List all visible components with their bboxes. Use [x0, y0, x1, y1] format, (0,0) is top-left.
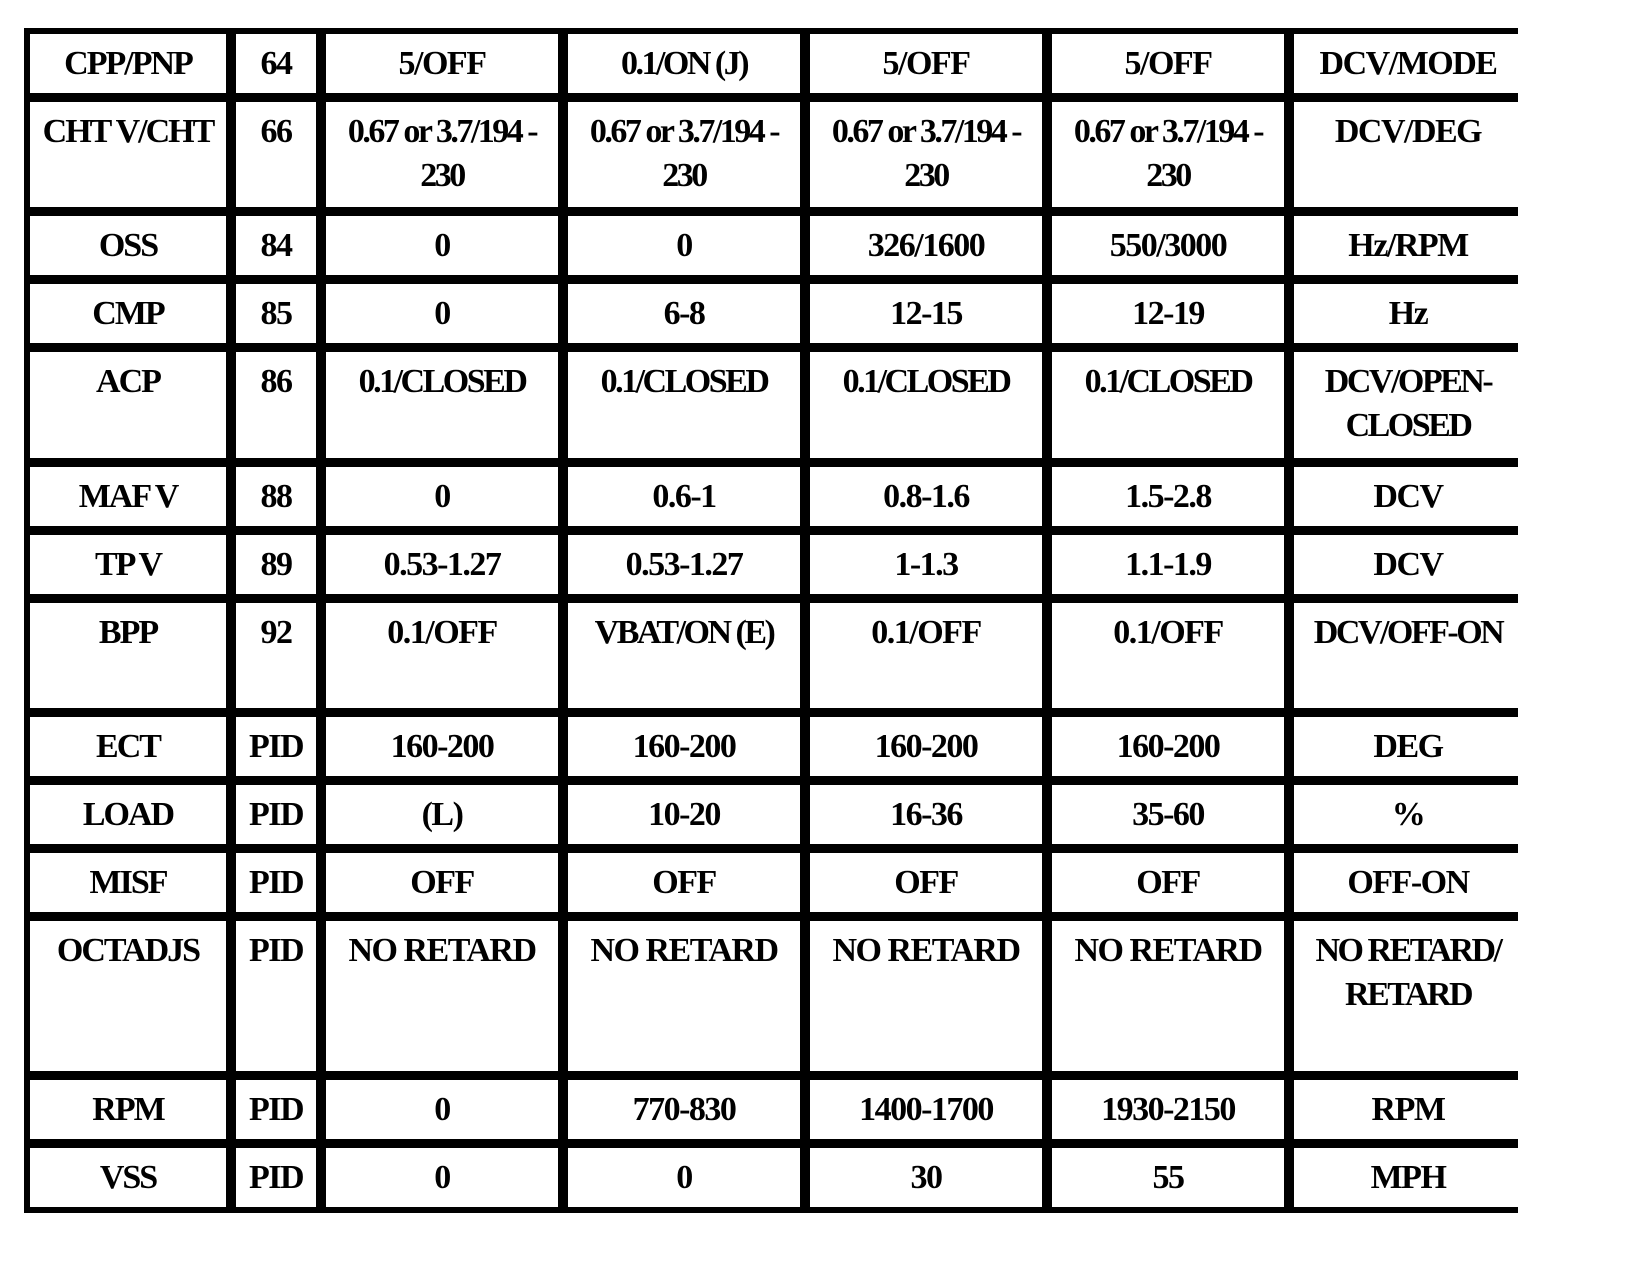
cell-speed-55-value: 35-60	[1052, 785, 1284, 844]
table-row	[30, 1080, 1522, 1139]
cell-key-on-value: 0.67 or 3.7/194 - 230	[326, 102, 558, 208]
cell-pid-number: 92	[236, 603, 316, 709]
cell-sensor-name: LOAD	[30, 785, 226, 844]
cell-pid-number: 88	[236, 467, 316, 526]
cell-units: OFF-ON	[1294, 853, 1522, 912]
cell-units: MPH	[1294, 1148, 1522, 1207]
cell-idle-value: 160-200	[568, 717, 800, 776]
cell-speed-30-value: 1400-1700	[810, 1080, 1042, 1139]
cell-speed-55-value: 550/3000	[1052, 216, 1284, 275]
cell-pid-number: PID	[236, 785, 316, 844]
cell-key-on-value: OFF	[326, 853, 558, 912]
cell-units: DCV/OFF-ON	[1294, 603, 1522, 709]
cell-idle-value: 0.1/CLOSED	[568, 352, 800, 458]
cell-units: RPM	[1294, 1080, 1522, 1139]
cell-idle-value: OFF	[568, 853, 800, 912]
cell-speed-30-value: 0.8-1.6	[810, 467, 1042, 526]
cell-speed-55-value: 1930-2150	[1052, 1080, 1284, 1139]
cell-speed-55-value: 1.5-2.8	[1052, 467, 1284, 526]
cell-speed-55-value: 12-19	[1052, 284, 1284, 343]
table-row	[30, 467, 1522, 526]
cell-idle-value: 0.67 or 3.7/194 - 230	[568, 102, 800, 208]
cell-key-on-value: (L)	[326, 785, 558, 844]
cell-speed-30-value: OFF	[810, 853, 1042, 912]
cell-units: %	[1294, 785, 1522, 844]
cell-key-on-value: 0	[326, 284, 558, 343]
cell-sensor-name: CMP	[30, 284, 226, 343]
cell-idle-value: NO RETARD	[568, 921, 800, 1071]
cell-sensor-name: TP V	[30, 535, 226, 594]
cell-speed-55-value: 5/OFF	[1052, 34, 1284, 93]
table-body	[30, 34, 1522, 1207]
cell-idle-value: 10-20	[568, 785, 800, 844]
cell-pid-number: 84	[236, 216, 316, 275]
cell-sensor-name: MISF	[30, 853, 226, 912]
cell-key-on-value: 0.53-1.27	[326, 535, 558, 594]
cell-pid-number: PID	[236, 1148, 316, 1207]
table-row	[30, 853, 1522, 912]
cell-speed-55-value: 160-200	[1052, 717, 1284, 776]
cell-speed-30-value: 0.1/CLOSED	[810, 352, 1042, 458]
cell-sensor-name: ACP	[30, 352, 226, 458]
cell-pid-number: PID	[236, 717, 316, 776]
cell-speed-55-value: 0.67 or 3.7/194 - 230	[1052, 102, 1284, 208]
table-row	[30, 785, 1522, 844]
cell-pid-number: PID	[236, 853, 316, 912]
table-row	[30, 102, 1522, 208]
cell-pid-number: 66	[236, 102, 316, 208]
cell-pid-number: 85	[236, 284, 316, 343]
cell-speed-30-value: 12-15	[810, 284, 1042, 343]
cell-sensor-name: OCTADJS	[30, 921, 226, 1071]
cell-sensor-name: VSS	[30, 1148, 226, 1207]
cell-speed-55-value: NO RETARD	[1052, 921, 1284, 1071]
cell-key-on-value: 0	[326, 1148, 558, 1207]
cell-sensor-name: MAF V	[30, 467, 226, 526]
cell-sensor-name: OSS	[30, 216, 226, 275]
cell-sensor-name: RPM	[30, 1080, 226, 1139]
cell-idle-value: 0	[568, 216, 800, 275]
cell-units: DCV	[1294, 467, 1522, 526]
cell-speed-30-value: NO RETARD	[810, 921, 1042, 1071]
cell-pid-number: 64	[236, 34, 316, 93]
cell-idle-value: 0.6-1	[568, 467, 800, 526]
cell-units: DEG	[1294, 717, 1522, 776]
cell-speed-55-value: 0.1/OFF	[1052, 603, 1284, 709]
cell-idle-value: VBAT/ON (E)	[568, 603, 800, 709]
table-row	[30, 921, 1522, 1071]
cell-units: NO RETARD/ RETARD	[1294, 921, 1522, 1071]
cell-key-on-value: NO RETARD	[326, 921, 558, 1071]
cell-speed-30-value: 160-200	[810, 717, 1042, 776]
cell-sensor-name: BPP	[30, 603, 226, 709]
cell-pid-number: PID	[236, 1080, 316, 1139]
table-row	[30, 603, 1522, 709]
cell-speed-55-value: 0.1/CLOSED	[1052, 352, 1284, 458]
table-row	[30, 34, 1522, 93]
table-row	[30, 717, 1522, 776]
table-row	[30, 535, 1522, 594]
cell-sensor-name: CPP/PNP	[30, 34, 226, 93]
cell-speed-30-value: 326/1600	[810, 216, 1042, 275]
cell-units: DCV/MODE	[1294, 34, 1522, 93]
cell-idle-value: 0.53-1.27	[568, 535, 800, 594]
cell-speed-30-value: 30	[810, 1148, 1042, 1207]
cell-idle-value: 770-830	[568, 1080, 800, 1139]
cell-key-on-value: 0	[326, 1080, 558, 1139]
table-row	[30, 352, 1522, 458]
cell-speed-30-value: 16-36	[810, 785, 1042, 844]
cell-key-on-value: 0	[326, 216, 558, 275]
cell-key-on-value: 0	[326, 467, 558, 526]
table-grid	[20, 25, 1532, 1216]
table-row	[30, 284, 1522, 343]
cell-units: DCV	[1294, 535, 1522, 594]
cell-units: DCV/DEG	[1294, 102, 1522, 208]
cell-speed-55-value: 1.1-1.9	[1052, 535, 1284, 594]
cell-sensor-name: CHT V/CHT	[30, 102, 226, 208]
cell-pid-number: 86	[236, 352, 316, 458]
cell-units: Hz/RPM	[1294, 216, 1522, 275]
cell-speed-55-value: 55	[1052, 1148, 1284, 1207]
cell-speed-30-value: 5/OFF	[810, 34, 1042, 93]
cell-key-on-value: 5/OFF	[326, 34, 558, 93]
table-row	[30, 1148, 1522, 1207]
cell-idle-value: 6-8	[568, 284, 800, 343]
cell-pid-number: PID	[236, 921, 316, 1071]
cell-idle-value: 0.1/ON (J)	[568, 34, 800, 93]
cell-idle-value: 0	[568, 1148, 800, 1207]
cell-speed-30-value: 1-1.3	[810, 535, 1042, 594]
cell-speed-30-value: 0.1/OFF	[810, 603, 1042, 709]
cell-pid-number: 89	[236, 535, 316, 594]
data-table	[24, 28, 1518, 1213]
cell-sensor-name: ECT	[30, 717, 226, 776]
cell-units: DCV/OPEN-CLOSED	[1294, 352, 1522, 458]
cell-speed-30-value: 0.67 or 3.7/194 - 230	[810, 102, 1042, 208]
cell-key-on-value: 160-200	[326, 717, 558, 776]
cell-key-on-value: 0.1/OFF	[326, 603, 558, 709]
table-row	[30, 216, 1522, 275]
cell-units: Hz	[1294, 284, 1522, 343]
cell-speed-55-value: OFF	[1052, 853, 1284, 912]
cell-key-on-value: 0.1/CLOSED	[326, 352, 558, 458]
